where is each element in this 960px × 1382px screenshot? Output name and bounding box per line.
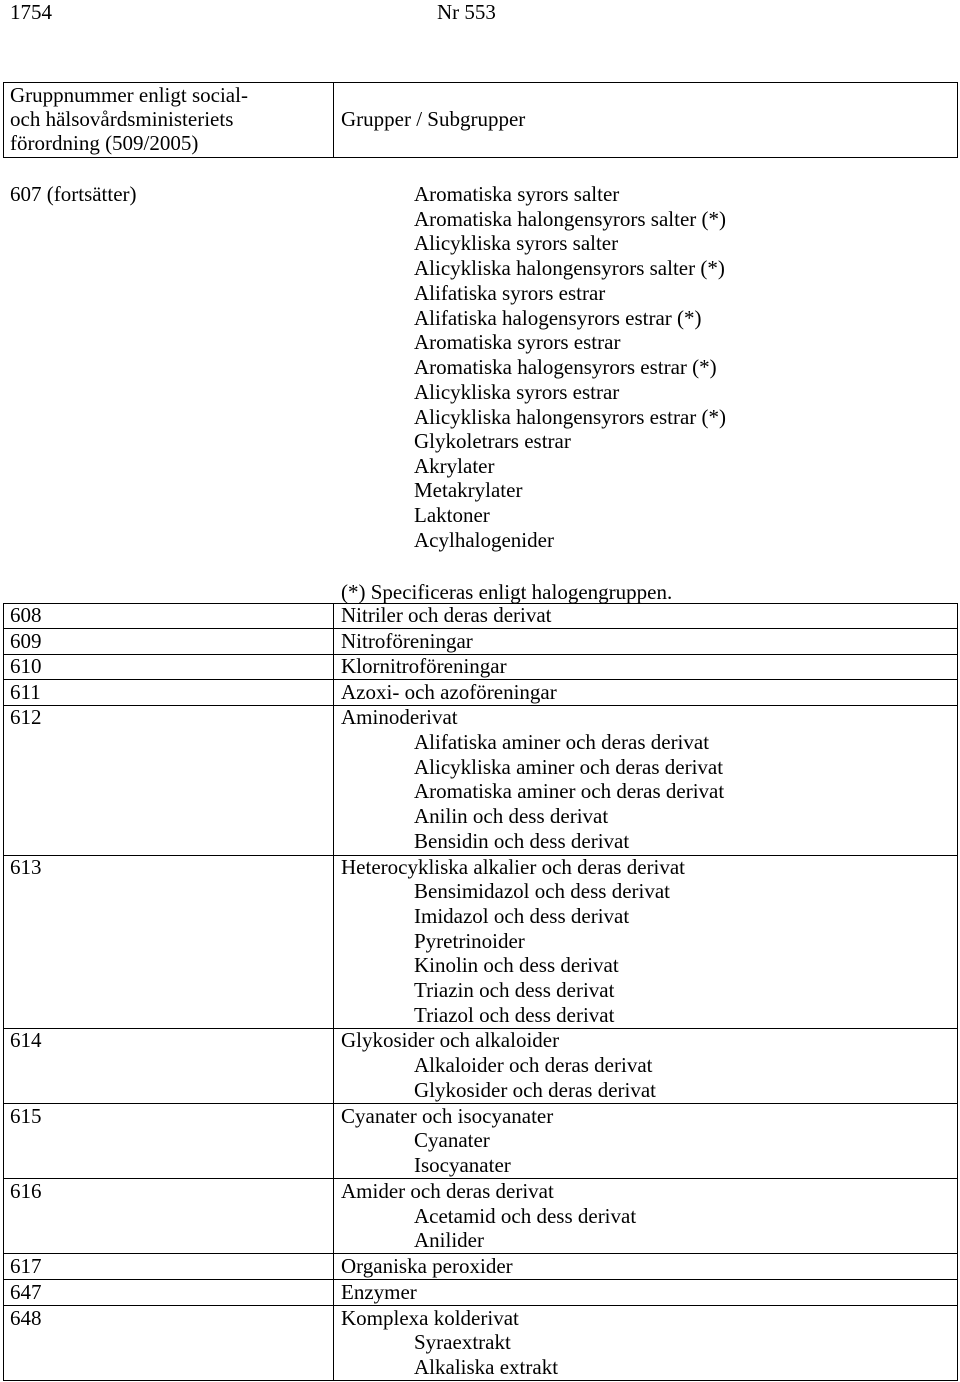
header-col1-line1: Gruppnummer enligt social-	[10, 83, 248, 107]
subgroup-item: Aromatiska halogensyrors estrar (*)	[414, 355, 717, 379]
subgroup-item: Aromatiska halongensyrors salter (*)	[414, 207, 726, 231]
group-name: Aminoderivat	[341, 705, 458, 729]
subgroup-item: Akrylater	[414, 454, 495, 478]
table-right-border	[957, 603, 958, 1381]
group-name: Klornitroföreningar	[341, 654, 507, 678]
subgroup-item: Alkaliska extrakt	[414, 1355, 559, 1379]
header-col1-line3: förordning (509/2005)	[10, 131, 199, 155]
group-name: Amider och deras derivat	[341, 1179, 554, 1203]
subgroup-item: Isocyanater	[414, 1153, 511, 1177]
group-name: Komplexa kolderivat	[341, 1306, 519, 1330]
subgroup-item: Bensidin och dess derivat	[414, 829, 630, 853]
group-number: 647	[10, 1280, 42, 1304]
subgroup-item: Syraextrakt	[414, 1330, 511, 1354]
header-divider	[333, 82, 334, 158]
subgroup-item: Cyanater	[414, 1128, 490, 1152]
subgroup-item: Laktoner	[414, 503, 490, 527]
group-number: 609	[10, 629, 42, 653]
group-name: Cyanater och isocyanater	[341, 1104, 554, 1128]
group-name: Nitriler och deras derivat	[341, 603, 552, 627]
subgroup-item: Kinolin och dess derivat	[414, 953, 619, 977]
subgroup-item: Glykoletrars estrar	[414, 429, 571, 453]
group-name: Enzymer	[341, 1280, 417, 1304]
group-name: Heterocykliska alkalier och deras derivat	[341, 855, 686, 879]
table-bottom-border	[3, 1380, 958, 1381]
table-left-border	[3, 603, 4, 1381]
subgroup-item: Triazin och dess derivat	[414, 978, 615, 1002]
table-column-divider	[333, 603, 334, 1381]
subgroup-item: Alkaloider och deras derivat	[414, 1053, 653, 1077]
group-name: Glykosider och alkaloider	[341, 1028, 560, 1052]
subgroup-item: Alicykliska syrors estrar	[414, 380, 620, 404]
group-number: 613	[10, 855, 42, 879]
group-number: 616	[10, 1179, 42, 1203]
subgroup-item: Alicykliska halongensyrors salter (*)	[414, 256, 725, 280]
issue-label: Nr 553	[437, 0, 496, 24]
group-number: 648	[10, 1306, 42, 1330]
page-number: 1754	[10, 0, 52, 24]
subgroup-item: Acetamid och dess derivat	[414, 1204, 637, 1228]
row-separator	[3, 705, 958, 706]
subgroup-item: Anilider	[414, 1228, 484, 1252]
group-number: 608	[10, 603, 42, 627]
subgroup-item: Anilin och dess derivat	[414, 804, 609, 828]
group-name: Azoxi- och azoföreningar	[341, 680, 557, 704]
subgroup-item: Aromatiska syrors estrar	[414, 330, 621, 354]
subgroup-item: Alifatiska halogensyrors estrar (*)	[414, 306, 702, 330]
group-number-607: 607 (fortsätter)	[10, 182, 137, 206]
group-number: 615	[10, 1104, 42, 1128]
subgroup-item: Pyretrinoider	[414, 929, 525, 953]
subgroup-item: Acylhalogenider	[414, 528, 554, 552]
header-col2: Grupper / Subgrupper	[341, 107, 526, 131]
subgroup-item: Imidazol och dess derivat	[414, 904, 630, 928]
group-number: 614	[10, 1028, 42, 1052]
subgroup-item: Alicykliska halongensyrors estrar (*)	[414, 405, 726, 429]
group-number: 612	[10, 705, 42, 729]
subgroup-item: Bensimidazol och dess derivat	[414, 879, 671, 903]
subgroup-item: Alifatiska aminer och deras derivat	[414, 730, 710, 754]
subgroup-item: Alicykliska aminer och deras derivat	[414, 755, 724, 779]
row-separator	[3, 1279, 958, 1280]
group-name: Organiska peroxider	[341, 1254, 513, 1278]
subgroup-item: Alifatiska syrors estrar	[414, 281, 606, 305]
footnote: (*) Specificeras enligt halogengruppen.	[341, 580, 673, 604]
subgroup-item: Glykosider och deras derivat	[414, 1078, 657, 1102]
group-number: 610	[10, 654, 42, 678]
subgroup-item: Aromatiska aminer och deras derivat	[414, 779, 725, 803]
group-name: Nitroföreningar	[341, 629, 473, 653]
group-number: 617	[10, 1254, 42, 1278]
subgroup-item: Alicykliska syrors salter	[414, 231, 619, 255]
header-col1-line2: och hälsovårdsministeriets	[10, 107, 234, 131]
row-separator	[3, 628, 958, 629]
subgroup-item: Metakrylater	[414, 478, 523, 502]
group-number: 611	[10, 680, 41, 704]
subgroup-item: Triazol och dess derivat	[414, 1003, 615, 1027]
subgroup-item: Aromatiska syrors salter	[414, 182, 620, 206]
